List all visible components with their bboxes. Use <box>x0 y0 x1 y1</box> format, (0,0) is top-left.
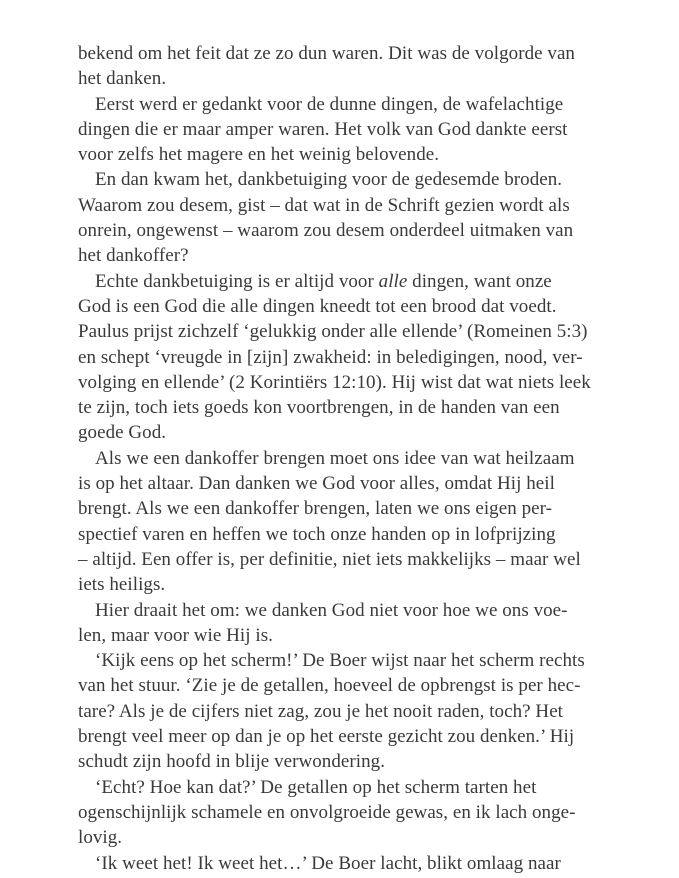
text-line: en schept ‘vreugde in [zijn] zwakheid: in beledigingen, nood, ver- <box>78 346 583 368</box>
text-line: het dankoffer? <box>78 245 189 267</box>
text-line: len, maar voor wie Hij is. <box>78 624 273 646</box>
italic-text-segment: alle <box>378 270 408 292</box>
text-line: Hier draait het om: we danken God niet voor hoe we ons voe- <box>95 599 568 621</box>
text-line: ‘Ik weet het! Ik weet het…’ De Boer lacht, blikt omlaag naar <box>95 852 561 874</box>
text-line: tare? Als je de cijfers niet zag, zou je het nooit raden, toch? Het <box>78 700 564 722</box>
text-line: dingen die er maar amper waren. Het volk van God dankte eerst <box>78 118 568 140</box>
text-line: God is een God die alle dingen kneedt tot een brood dat voedt. <box>78 295 557 317</box>
text-line: schudt zijn hoofd in blije verwondering. <box>78 751 385 773</box>
text-segment: Echte dankbetuiging is er altijd voor <box>95 270 379 292</box>
text-line: lovig. <box>78 827 123 849</box>
text-line: En dan kwam het, dankbetuiging voor de gedesemde broden. <box>95 169 563 191</box>
body-text <box>78 41 618 876</box>
text-line: spectief varen en heffen we toch onze handen op in lofprijzing <box>78 523 556 545</box>
text-line: iets heiligs. <box>78 574 166 596</box>
text-line: ‘Kijk eens op het scherm!’ De Boer wijst naar het scherm rechts <box>95 650 585 672</box>
text-line: bekend om het feit dat ze zo dun waren. Dit was de volgorde van <box>78 43 575 64</box>
text-segment: dingen, want onze <box>407 270 552 292</box>
text-line: van het stuur. ‘Zie je de getallen, hoeveel de opbrengst is per hec- <box>78 675 581 697</box>
text-line <box>78 269 618 294</box>
text-line: te zijn, toch iets goeds kon voortbrengen, in de handen van een <box>78 397 560 419</box>
text-line: Paulus prijst zichzelf ‘gelukkig onder alle ellende’ (Romeinen 5:3) <box>78 321 588 343</box>
text-line: Eerst werd er gedankt voor de dunne dingen, de wafelachtige <box>95 93 564 115</box>
text-line: het danken. <box>78 68 167 90</box>
text-line: voor zelfs het magere en het weinig belovende. <box>78 144 440 166</box>
text-line: goede God. <box>78 422 167 444</box>
text-line: Als we een dankoffer brengen moet ons idee van wat heilzaam <box>95 447 575 469</box>
text-line: volging en ellende’ (2 Korintiërs 12:10). Hij wist dat wat niets leek <box>78 371 591 393</box>
text-line: brengt. Als we een dankoffer brengen, laten we ons eigen per- <box>78 498 552 520</box>
text-line: ‘Echt? Hoe kan dat?’ De getallen op het scherm tarten het <box>95 776 537 798</box>
text-line: onrein, ongewenst – waarom zou desem onderdeel uitmaken van <box>78 220 574 242</box>
text-line: – altijd. Een offer is, per definitie, niet iets makkelijks – maar wel <box>78 548 581 570</box>
text-line: is op het altaar. Dan danken we God voor alles, omdat Hij heil <box>78 473 555 495</box>
text-line: Waarom zou desem, gist – dat wat in de Schrift gezien wordt als <box>78 194 570 216</box>
text-line: brengt veel meer op dan je op het eerste gezicht zou denken.’ Hij <box>78 726 575 748</box>
text-line: ogenschijnlijk schamele en onvolgroeide gewas, en ik lach onge- <box>78 801 576 823</box>
